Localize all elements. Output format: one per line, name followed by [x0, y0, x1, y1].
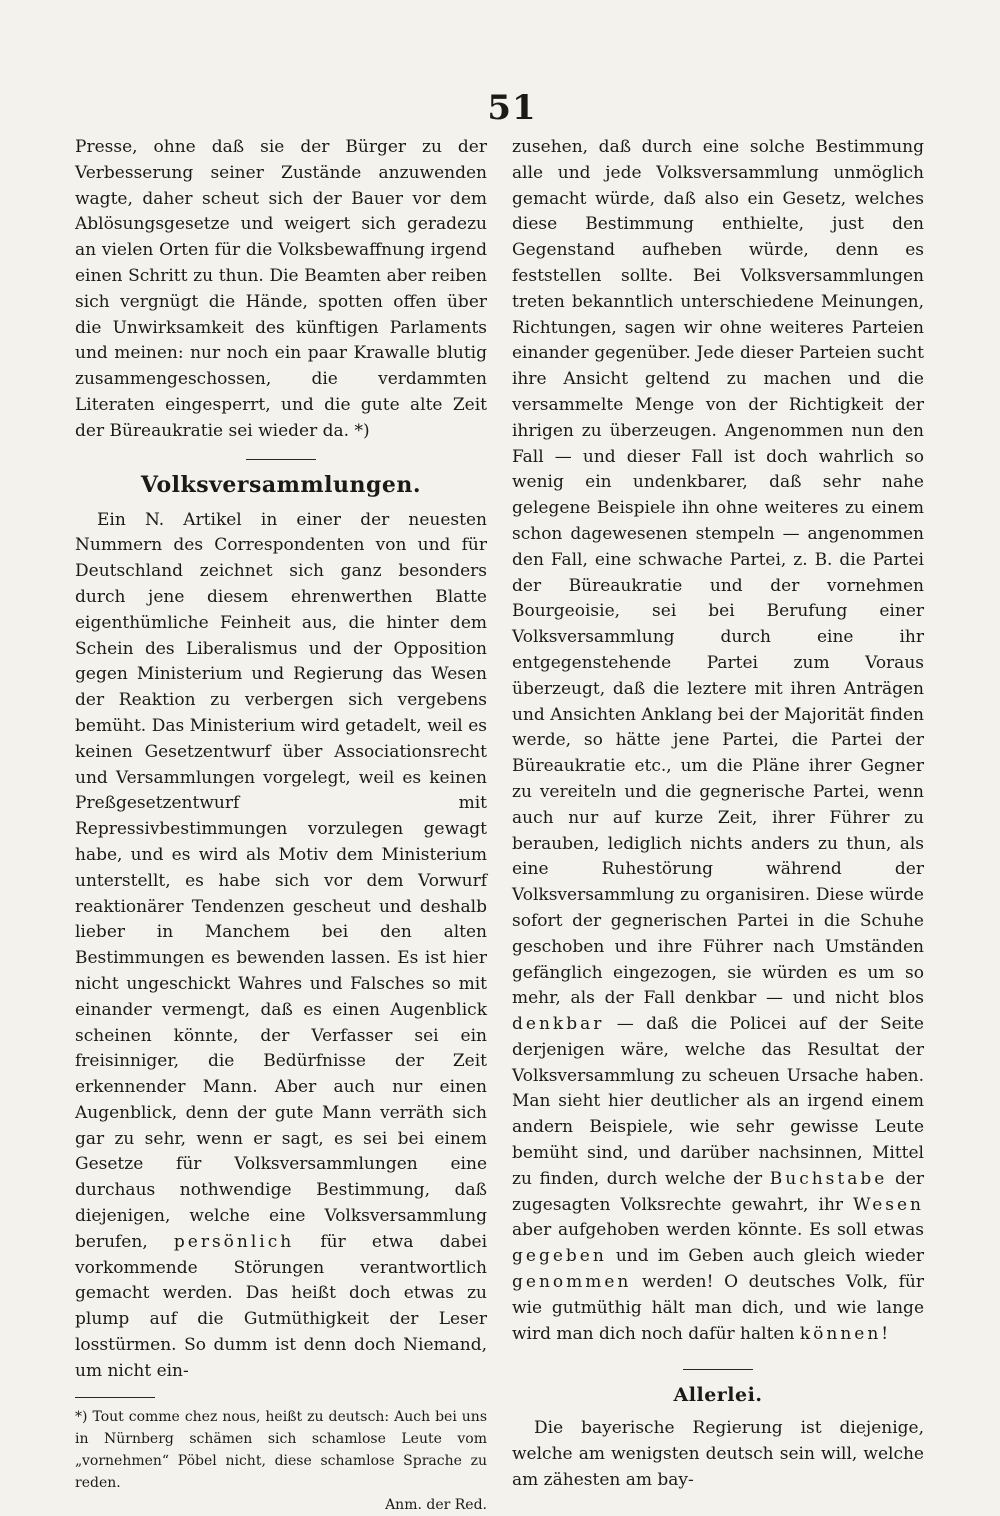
footnote-signature: Anm. der Red.: [385, 1496, 487, 1513]
footnote-text: *) Tout comme chez nous, heißt zu deutsch: Auch bei uns in Nürnberg schämen sich schamlose Leute vom „vornehmen“ Pöbel nicht, diese schamlose Sprache zu reden.: [75, 1408, 487, 1491]
article-text: werden! O deutsches Volk, für wie gutmüthig hält man dich, und wie lange wird man dich noch dafür halten: [512, 1272, 924, 1344]
section-divider: [246, 459, 316, 460]
section-title-allerlei: Allerlei.: [673, 1384, 763, 1407]
article-text-cont: für etwa dabei vorkommende Störungen verantwortlich gemacht werden. Das heißt doch etwas zu plump auf die Gutmüthigkeit der Leser losstürmen. So dumm ist denn doch Niemand, um nicht ein-: [75, 1231, 488, 1381]
continued-paragraph: Presse, ohne daß sie der Bürger zu der Verbesserung seiner Zustände anzuwenden wagte, daher scheut sich der Bauer vor dem Ablösungsgesetze und weigert sich geradezu an vielen Orten für die Volksbewaffnung irgend einen Schritt zu thun. Die Beamten aber reiben sich vergnügt die Hände, spotten offen über die Unwirksamkeit des künftigen Parlaments und meinen: nur noch ein paar Krawalle blutig zusammengeschossen, die verdammten Literaten eingesperrt, und die gute alte Zeit der Büreaukratie sei wieder da. *): [75, 137, 487, 441]
section-divider: [683, 1369, 753, 1370]
emphasis-wesen: Wesen: [853, 1194, 925, 1215]
emphasis-persoenlich: persönlich: [173, 1231, 295, 1252]
page-number: 51: [487, 88, 537, 128]
article-paragraph-cont: [512, 135, 924, 1347]
article-text: der zugesagten Volksrechte gewahrt, ihr: [512, 1168, 925, 1215]
emphasis-gegeben: gegeben: [512, 1246, 607, 1267]
emphasis-buchstabe: Buchstabe: [769, 1168, 888, 1189]
article-text: — daß die Policei auf der Seite derjenigen wäre, welche das Resultat der Volksversammlung zu scheuen Ursache haben. Man sieht hier deutlicher als an irgend einem andern Beispiele, wie sehr gewisse Leute bemüht sind, und darüber nachsinnen, Mittel zu finden, durch welche der: [512, 1014, 924, 1189]
article-text: und im Geben auch gleich wieder: [615, 1246, 925, 1267]
article-text: aber aufgehoben werden könnte. Es soll etwas: [512, 1220, 924, 1241]
article-text: Ein N. Artikel in einer der neuesten Nummern des Correspondenten von und für Deutschland zeichnet sich ganz besonders durch jene diesem ehrenwerthen Blatte eigenthümliche Feinheit aus, die hinter dem Schein des Liberalismus und der Opposition gegen Ministerium und Regierung das Wesen der Reaktion zu verbergen sich vergebens bemüht. Das Ministerium wird getadelt, weil es keinen Gesetzentwurf über Associationsrecht und Versammlungen vorgelegt, weil es keinen Preßgesetzentwurf mit Repressivbestimmungen vorzulegen gewagt habe, und es wird als Motiv dem Ministerium unterstellt, es habe sich vor dem Vorwurf reaktionärer Tendenzen gescheut und deshalb lieber in Manchem bei den alten Bestimmungen es bewenden lassen. Es ist hier nicht ungeschickt Wahres und Falsches so mit einander vermengt, daß es einen Augenblick scheinen könnte, der Verfasser sei ein freisinniger, die Bedürfnisse der Zeit erkennender Mann. Aber auch nur einen Augenblick, denn der gute Mann verräth sich gar zu sehr, wenn er sagt, es sei bei einem Gesetze für Volksversammlungen eine durchaus nothwendige Bestimmung, daß diejenigen, welche eine Volksversammlung berufen,: [75, 509, 487, 1252]
left-column: [75, 135, 487, 1516]
emphasis-koennen: können!: [799, 1323, 892, 1344]
emphasis-genommen: genommen: [512, 1272, 632, 1293]
footnote: [75, 1406, 487, 1513]
article-paragraph: [75, 508, 487, 1385]
section-title-volksversammlungen: Volksversammlungen.: [140, 471, 422, 498]
right-column: [512, 135, 924, 1494]
footnote-rule: [75, 1397, 155, 1398]
allerlei-paragraph: Die bayerische Regierung ist diejenige, welche am wenigsten deutsch sein will, welche am zähesten am bay-: [512, 1418, 924, 1491]
article-text: zusehen, daß durch eine solche Bestimmung alle und jede Volksversammlung unmöglich gemacht würde, daß also ein Gesetz, welches diese Bestimmung enthielte, just den Gegenstand aufheben würde, denn es feststellen sollte. Bei Volksversammlungen treten bekanntlich unterschiedene Meinungen, Richtungen, sagen wir ohne weiteres Parteien einander gegenüber. Jede dieser Parteien sucht ihre Ansicht geltend zu machen und die versammelte Menge von der Richtigkeit der ihrigen zu überzeugen. Angenommen nun den Fall — und dieser Fall ist doch wahrlich so wenig ein undenkbarer, daß sehr nahe gelegene Beispiele ihn ohne weiteres zu einem schon dagewesenen stempeln — angenommen den Fall, eine schwache Partei, z. B. die Partei der Büreaukratie und der vornehmen Bourgeoisie, sei bei Berufung einer Volksversammlung durch eine ihr entgegenstehende Partei zum Voraus überzeugt, daß die leztere mit ihren Anträgen und Ansichten Anklang bei der Majorität finden werde, so hätte jene Partei, die Partei der Büreaukratie etc., um die Pläne ihrer Gegner zu vereiteln und die gegnerische Partei, wenn auch nur auf kurze Zeit, ihrer Führer zu berauben, lediglich nichts anders zu thun, als eine Ruhestörung während der Volksversammlung zu organisiren. Diese würde sofort der gegnerischen Partei in die Schuhe geschoben und ihre Führer nach Umständen gefänglich eingezogen, sie würden es um so mehr, als der Fall denkbar — und nicht blos: [512, 137, 924, 1009]
emphasis-denkbar: denkbar: [512, 1014, 605, 1035]
